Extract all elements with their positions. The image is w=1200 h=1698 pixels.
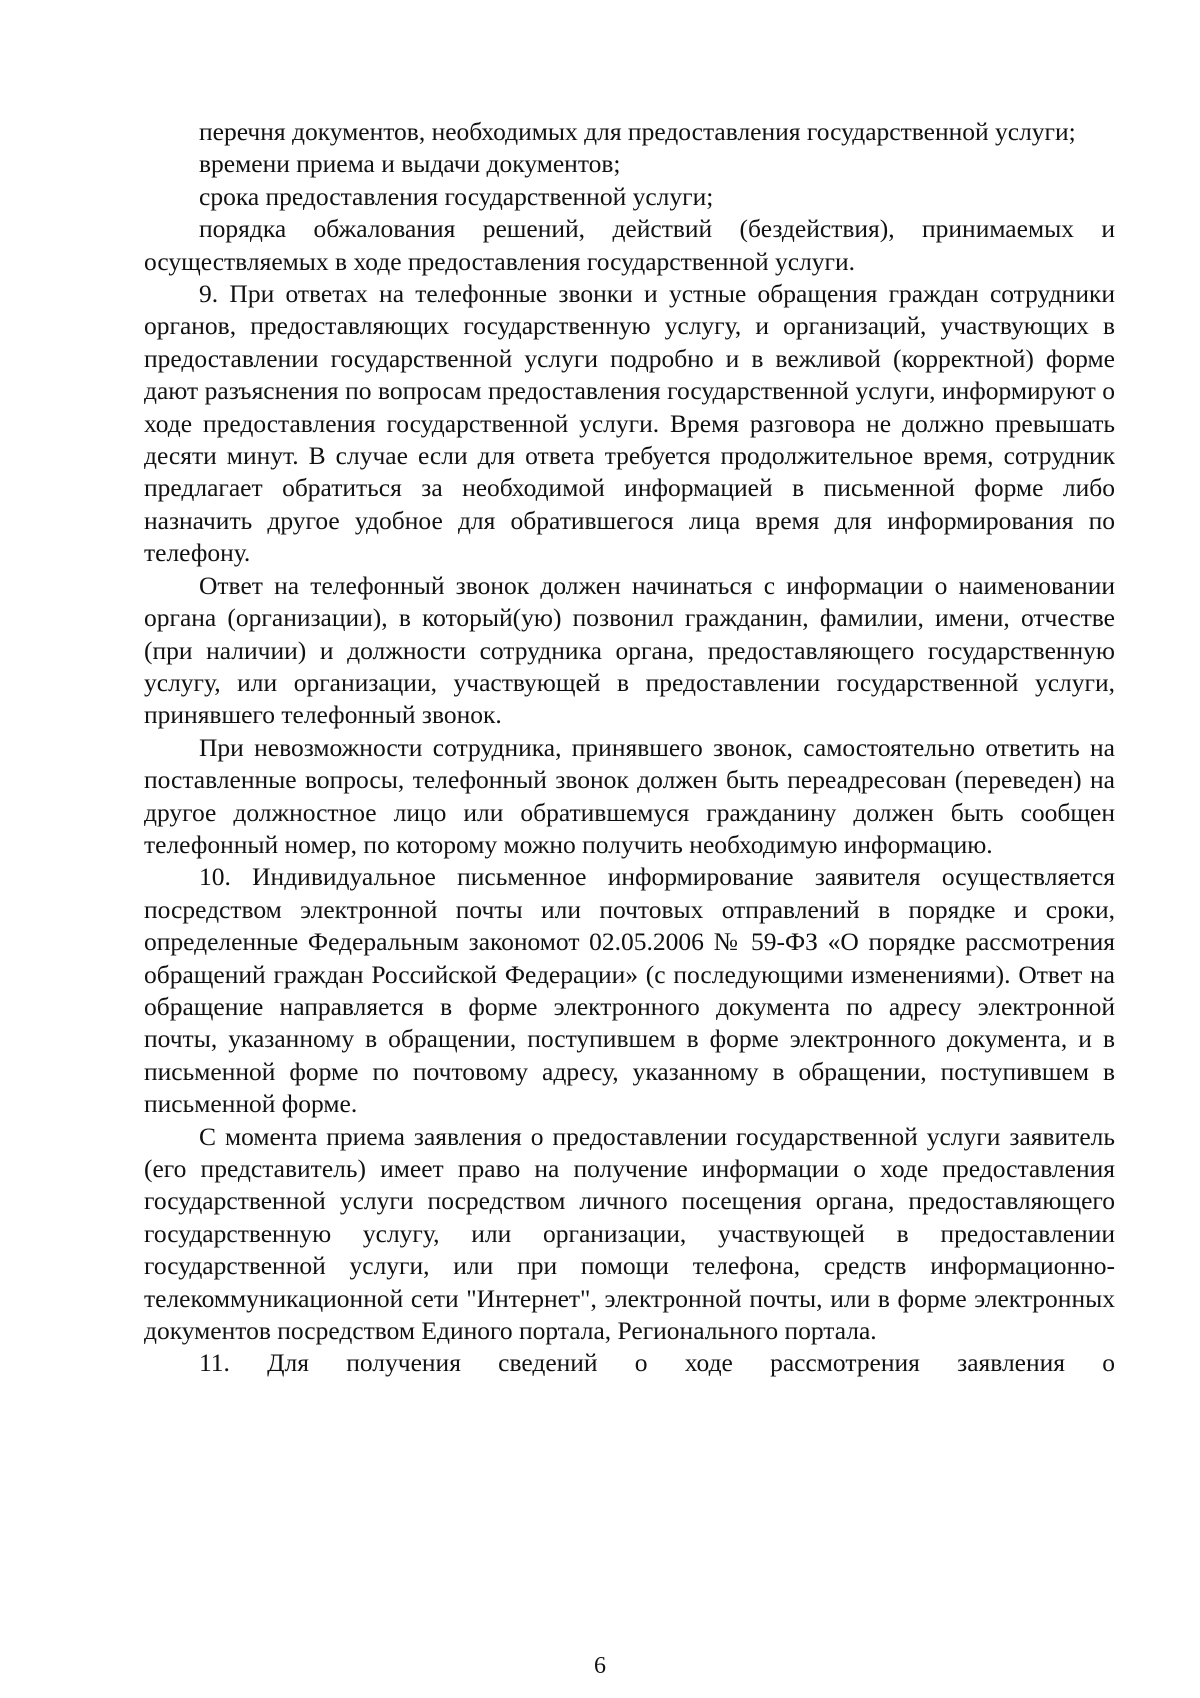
paragraph-list-item-appeal-procedure: порядка обжалования решений, действий (бездействия), принимаемых и осуществляемых в ходе предоставления государственной услуги. (144, 214, 1115, 276)
paragraph-list-item-service-term: срока предоставления государственной услуги; (199, 181, 714, 211)
page-number: 6 (594, 1653, 606, 1679)
paragraph-list-item-documents: перечня документов, необходимых для предоставления государственной услуги; (199, 117, 1076, 146)
paragraph-application-status-info: С момента приема заявления о предоставлении государственной услуги заявитель (его представитель) имеет право на получение информации о ходе предоставления государственной услуги посредством личного посещения органа, предоставляющего государственную услугу, или организации, участвующей в предоставлении государственной услуги, или при помощи телефона, средств информационно-телекоммуникационной сети "Интернет", электронной почты, или в форме электронных документов посредством Единого портала, Регионального портала. (144, 1121, 1115, 1346)
paragraph-item-10: 10. Индивидуальное письменное информирование заявителя осуществляется посредством электронной почты или почтовых отправлений в порядке и сроки, определенные Федеральным закономот 02.05.2006 № 59-ФЗ «О порядке рассмотрения обращений граждан Российской Федерации» (с последующими изменениями). Ответ на обращение направляется в форме электронного документа по адресу электронной почты, указанному в обращении, поступившем в форме электронного документа, и в письменной форме по почтовому адресу, указанному в обращении, поступившем в письменной форме. (144, 862, 1115, 1119)
paragraph-item-11: 11. Для получения сведений о ходе рассмотрения заявления о (199, 1348, 1115, 1378)
paragraph-call-redirect: При невозможности сотрудника, принявшего звонок, самостоятельно ответить на поставленные вопросы, телефонный звонок должен быть переадресован (переведен) на другое должностное лицо или обратившемуся гражданину должен быть сообщен телефонный номер, по которому можно получить необходимую информацию. (144, 732, 1115, 859)
paragraph-phone-answer: Ответ на телефонный звонок должен начинаться с информации о наименовании органа (организации), в который(ую) позвонил гражданин, фамилии, имени, отчестве (при наличии) и должности сотрудника органа, предоставляющего государственную услугу, или организации, участвующей в предоставлении государственной услуги, принявшего телефонный звонок. (144, 570, 1115, 730)
paragraph-item-9: 9. При ответах на телефонные звонки и устные обращения граждан сотрудники органов, предоставляющих государственную услугу, и организаций, участвующих в предоставлении государственной услуги подробно и в вежливой (корректной) форме дают разъяснения по вопросам предоставления государственной услуги, информируют о ходе предоставления государственной услуги. Время разговора не должно превышать десяти минут. В случае если для ответа требуется продолжительное время, сотрудник предлагает обратиться за необходимой информацией в письменной форме либо назначить другое удобное для обратившегося лица время для информирования по телефону. (144, 279, 1115, 568)
paragraph-list-item-reception-time: времени приема и выдачи документов; (199, 149, 621, 179)
document-page (144, 116, 1115, 1380)
